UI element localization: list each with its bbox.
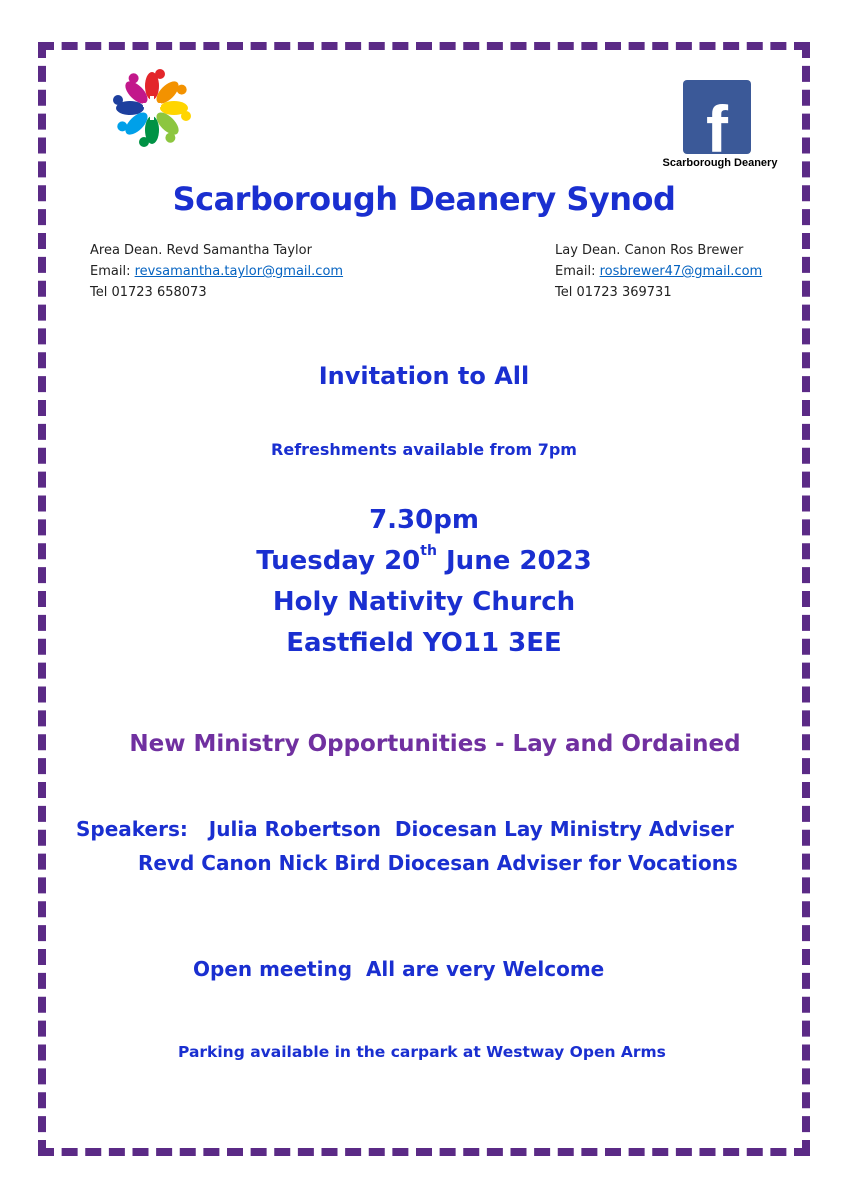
- speaker-1: Julia Robertson Diocesan Lay Ministry Adviser: [187, 817, 734, 841]
- event-date-rest: June 2023: [436, 546, 592, 576]
- area-dean-name: Area Dean. Revd Samantha Taylor: [90, 243, 312, 258]
- facebook-icon[interactable]: f: [683, 80, 751, 154]
- speaker-2: Revd Canon Nick Bird Diocesan Adviser for Vocations: [138, 851, 738, 875]
- area-dean-contact: [90, 240, 343, 303]
- page-title: Scarborough Deanery Synod: [172, 180, 676, 218]
- area-dean-email-label: Email:: [90, 264, 135, 279]
- lay-dean-email-link[interactable]: rosbrewer47@gmail.com: [599, 264, 763, 279]
- event-venue: Holy Nativity Church: [272, 587, 576, 617]
- open-meeting-note: Open meeting All are very Welcome: [193, 957, 605, 981]
- area-dean-email-link[interactable]: revsamantha.taylor@gmail.com: [134, 264, 344, 279]
- event-date: [0, 543, 848, 576]
- lay-dean-contact: [555, 240, 762, 303]
- pinwheel-people-logo-icon: [112, 68, 192, 148]
- lay-dean-name: Lay Dean. Canon Ros Brewer: [555, 243, 744, 258]
- invitation-heading: Invitation to All: [318, 362, 530, 390]
- lay-dean-tel: Tel 01723 369731: [555, 285, 672, 300]
- area-dean-tel: Tel 01723 658073: [90, 285, 207, 300]
- event-time: 7.30pm: [369, 505, 479, 535]
- parking-note: Parking available in the carpark at Westway Open Arms: [178, 1043, 666, 1061]
- speakers-list: [76, 812, 738, 880]
- topic-heading: New Ministry Opportunities - Lay and Ordained: [129, 731, 741, 757]
- event-date-day: Tuesday 20: [256, 546, 421, 576]
- facebook-caption: Scarborough Deanery: [662, 157, 778, 169]
- speakers-label: Speakers:: [76, 817, 188, 841]
- refreshments-note: Refreshments available from 7pm: [271, 440, 577, 459]
- lay-dean-email-label: Email:: [555, 264, 600, 279]
- event-address: Eastfield YO11 3EE: [286, 628, 562, 658]
- event-date-suffix: th: [420, 543, 437, 559]
